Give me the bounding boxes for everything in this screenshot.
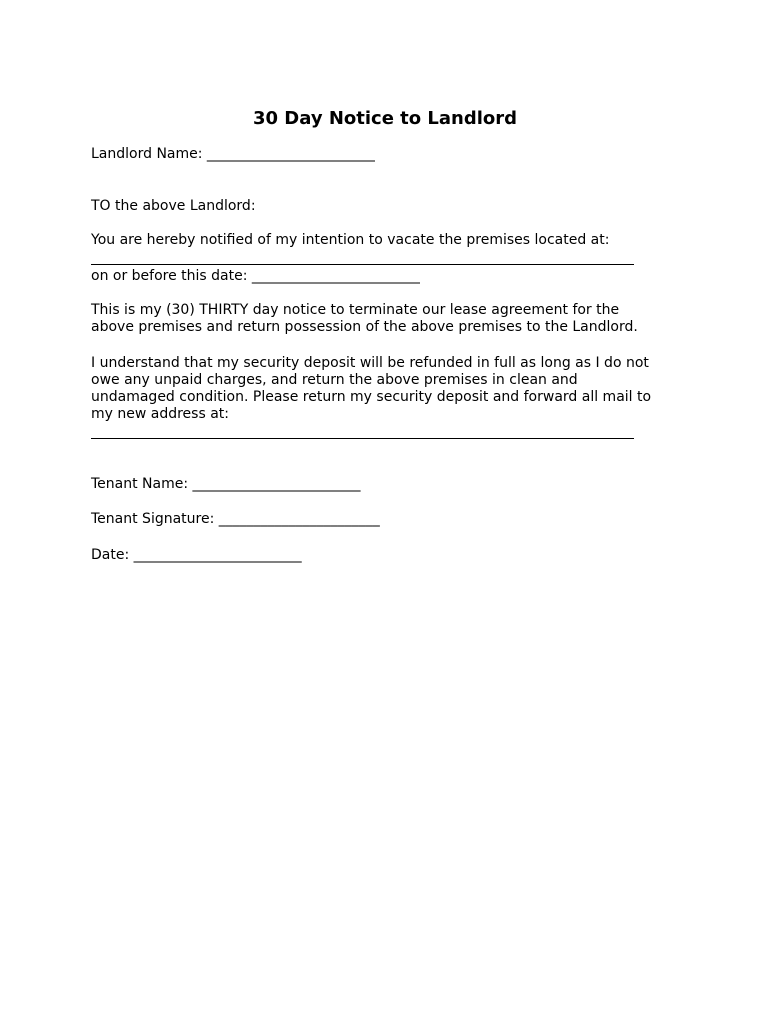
- deposit-paragraph: [91, 355, 691, 423]
- termination-line: This is my (30) THIRTY day notice to terminate our lease agreement for the: [91, 302, 620, 318]
- date-field: Date: ________________________: [91, 547, 302, 563]
- deposit-line: undamaged condition. Please return my security deposit and forward all mail to: [91, 389, 652, 405]
- deposit-line: owe any unpaid charges, and return the above premises in clean and: [91, 372, 578, 388]
- vacate-date-field: on or before this date: ________________________: [91, 268, 420, 284]
- notice-intro: You are hereby notified of my intention to vacate the premises located at:: [91, 232, 610, 248]
- salutation: TO the above Landlord:: [91, 198, 256, 214]
- new-address-line: [91, 438, 634, 439]
- tenant-signature-field: Tenant Signature: _______________________: [91, 511, 380, 527]
- termination-paragraph: [91, 302, 691, 336]
- tenant-name-field: Tenant Name: ________________________: [91, 476, 361, 492]
- deposit-line: my new address at:: [91, 406, 229, 422]
- landlord-name-field: Landlord Name: ________________________: [91, 146, 375, 162]
- document-title: 30 Day Notice to Landlord: [252, 108, 518, 129]
- deposit-line: I understand that my security deposit will be refunded in full as long as I do not: [91, 355, 649, 371]
- premises-address-line: [91, 264, 634, 265]
- termination-line: above premises and return possession of the above premises to the Landlord.: [91, 319, 638, 335]
